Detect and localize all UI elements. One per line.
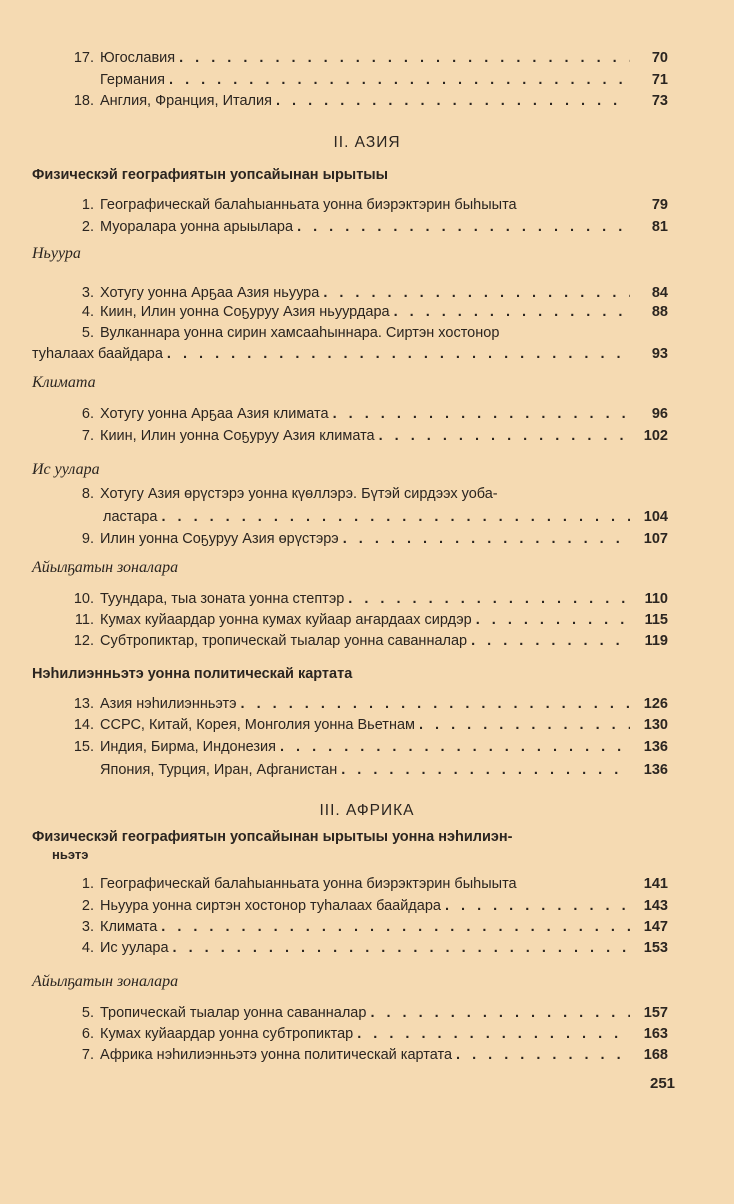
section-heading: Физическэй географиятын уопсайынан ырытыы <box>32 167 389 183</box>
dot-leader <box>476 612 630 628</box>
entry-number: 13. <box>73 696 94 712</box>
toc-entry <box>60 717 668 733</box>
entry-number: 7. <box>81 428 94 444</box>
entry-number: 15. <box>73 739 94 755</box>
entry-title: туhалаах баайдара <box>32 346 163 362</box>
entry-number: 17. <box>73 50 94 66</box>
entry-page: 110 <box>644 591 668 607</box>
toc-entry <box>60 876 668 892</box>
section-heading: Нэhилиэнньэтэ уонна политическай картата <box>32 666 353 682</box>
entry-title: Киин, Илин уонна Соҕуруу Азия климата <box>100 428 375 444</box>
entry-title: Хотугу уонна Арҕаа Азия ньуура <box>100 285 320 301</box>
toc-entry <box>60 285 668 301</box>
entry-number: 14. <box>73 717 94 733</box>
subsection-heading: Айылҕатын зоналара <box>32 559 179 576</box>
entry-page: 126 <box>643 696 668 712</box>
dot-leader <box>394 304 630 320</box>
entry-number: 2. <box>81 219 94 235</box>
toc-entry <box>60 219 668 235</box>
entry-number: 5. <box>81 325 94 341</box>
dot-leader <box>241 696 630 712</box>
entry-title: Субтропиктар, тропическай тыалар уонна саванналар <box>100 633 468 649</box>
toc-entry <box>60 940 668 956</box>
entry-page: 102 <box>643 428 668 444</box>
toc-entry <box>60 486 668 502</box>
toc-entry <box>60 406 668 422</box>
entry-page: 153 <box>643 940 668 956</box>
dot-leader <box>379 428 630 444</box>
toc-entry <box>60 612 668 628</box>
entry-number: 10. <box>73 591 94 607</box>
entry-title: Туундара, тыа зоната уонна стептэр <box>100 591 345 607</box>
entry-title: Муоралара уонна арыылара <box>100 219 294 235</box>
entry-number: 6. <box>81 1026 94 1042</box>
toc-entry <box>32 346 668 362</box>
entry-page: 119 <box>644 633 668 649</box>
subsection-heading: Ис уулара <box>32 461 100 478</box>
dot-leader <box>341 762 630 778</box>
toc-entry <box>60 325 668 341</box>
part-heading: III. АФРИКА <box>319 802 415 819</box>
entry-page: 130 <box>643 717 668 733</box>
entry-title: Ис уулара <box>100 940 169 956</box>
entry-page: 157 <box>643 1005 668 1021</box>
entry-title: ластара <box>103 509 158 525</box>
entry-page: 96 <box>651 406 668 422</box>
entry-page: 136 <box>643 762 668 778</box>
entry-title: Вулканнара уонна сирин хамсааhыннара. Сиртэн хостонор <box>100 325 500 341</box>
entry-number: 4. <box>81 940 94 956</box>
entry-title: Географическай балаhыанньата уонна биэрэктэрин быhыыта <box>100 876 517 892</box>
dot-leader <box>323 285 630 301</box>
entry-page: 93 <box>651 346 668 362</box>
subsection-heading: Климата <box>32 374 96 391</box>
entry-page: 147 <box>643 919 668 935</box>
entry-page: 143 <box>643 898 668 914</box>
toc-entry <box>103 509 668 525</box>
toc-entry <box>60 1026 668 1042</box>
entry-number: 18. <box>73 93 94 109</box>
entry-number: 12. <box>73 633 94 649</box>
toc-entry <box>60 1047 668 1063</box>
toc-entry <box>60 739 668 755</box>
entry-title: Африка нэhилиэнньэтэ уонна политическай картата <box>100 1047 453 1063</box>
dot-leader <box>161 919 630 935</box>
entry-title: Индия, Бирма, Индонезия <box>100 739 276 755</box>
dot-leader <box>471 633 630 649</box>
entry-number: 3. <box>81 285 94 301</box>
entry-page: 79 <box>651 197 668 213</box>
entry-number: 7. <box>81 1047 94 1063</box>
toc-entry <box>60 898 668 914</box>
entry-number: 5. <box>81 1005 94 1021</box>
entry-page: 141 <box>643 876 668 892</box>
entry-title: Тропическай тыалар уонна саванналар <box>100 1005 367 1021</box>
entry-title: Япония, Турция, Иран, Афганистан <box>100 762 338 778</box>
dot-leader <box>445 898 630 914</box>
toc-entry <box>60 591 668 607</box>
toc-entry <box>60 1005 668 1021</box>
entry-page: 84 <box>651 285 668 301</box>
toc-entry <box>60 197 668 213</box>
entry-title: Ньуура уонна сиртэн хостонор туhалаах баайдара <box>100 898 441 914</box>
entry-title: Германия <box>100 72 166 88</box>
entry-number: 1. <box>81 876 94 892</box>
entry-page: 136 <box>643 739 668 755</box>
entry-title: Югославия <box>100 50 176 66</box>
toc-entry <box>60 93 668 109</box>
section-heading: Физическэй географиятын уопсайынан ырытыы уонна нэhилиэн- <box>32 829 513 845</box>
entry-title: Азия нэhилиэнньэтэ <box>100 696 237 712</box>
entry-number: 2. <box>81 898 94 914</box>
dot-leader <box>348 591 630 607</box>
entry-title: Климата <box>100 919 158 935</box>
toc-entry <box>60 50 668 66</box>
entry-number: 9. <box>81 531 94 547</box>
dot-leader <box>370 1005 630 1021</box>
toc-entry <box>60 633 668 649</box>
entry-page: 88 <box>651 304 668 320</box>
entry-number: 6. <box>81 406 94 422</box>
dot-leader <box>169 72 630 88</box>
toc-entry <box>60 304 668 320</box>
toc-entry <box>60 428 668 444</box>
entry-page: 107 <box>643 531 668 547</box>
dot-leader <box>343 531 630 547</box>
toc-entry <box>60 696 668 712</box>
entry-title: Илин уонна Соҕуруу Азия өрүстэрэ <box>100 531 339 547</box>
section-heading-continuation: ньэтэ <box>52 847 89 862</box>
dot-leader <box>179 50 630 66</box>
entry-title: Кумах куйаардар уонна кумах куйаар аҥардаах сирдэр <box>100 612 472 628</box>
entry-page: 70 <box>651 50 668 66</box>
subsection-heading: Ньуура <box>32 245 81 262</box>
entry-title: Географическай балаhыанньата уонна биэрэктэрин быhыыта <box>100 197 517 213</box>
dot-leader <box>357 1026 630 1042</box>
dot-leader <box>456 1047 630 1063</box>
dot-leader <box>297 219 630 235</box>
entry-number: 11. <box>74 612 94 628</box>
entry-page: 168 <box>643 1047 668 1063</box>
entry-page: 71 <box>651 72 668 88</box>
entry-page: 104 <box>643 509 668 525</box>
dot-leader <box>419 717 630 733</box>
entry-number: 1. <box>81 197 94 213</box>
page-number: 251 <box>650 1075 676 1092</box>
entry-number: 3. <box>81 919 94 935</box>
entry-title: Кумах куйаардар уонна субтропиктар <box>100 1026 354 1042</box>
toc-entry <box>60 72 668 88</box>
entry-number: 4. <box>81 304 94 320</box>
entry-page: 115 <box>644 612 668 628</box>
entry-page: 81 <box>651 219 668 235</box>
toc-entry <box>60 531 668 547</box>
entry-number: 8. <box>81 486 94 502</box>
part-heading: II. АЗИЯ <box>333 134 401 151</box>
entry-title: ССРС, Китай, Корея, Монголия уонна Вьетнам <box>100 717 415 733</box>
toc-entry <box>60 919 668 935</box>
dot-leader <box>173 940 630 956</box>
dot-leader <box>280 739 630 755</box>
entry-page: 163 <box>643 1026 668 1042</box>
entry-title: Хотугу уонна Арҕаа Азия климата <box>100 406 329 422</box>
dot-leader <box>276 93 630 109</box>
entry-title: Хотугу Азия өрүстэрэ уонна күөллэрэ. Бүтэй сирдээх уоба- <box>100 486 498 502</box>
dot-leader <box>167 346 630 362</box>
entry-page: 73 <box>651 93 668 109</box>
toc-entry <box>60 762 668 778</box>
dot-leader <box>161 509 630 525</box>
entry-title: Англия, Франция, Италия <box>100 93 272 109</box>
subsection-heading: Айылҕатын зоналара <box>32 973 179 990</box>
dot-leader <box>333 406 630 422</box>
entry-title: Киин, Илин уонна Соҕуруу Азия ньуурдара <box>100 304 390 320</box>
